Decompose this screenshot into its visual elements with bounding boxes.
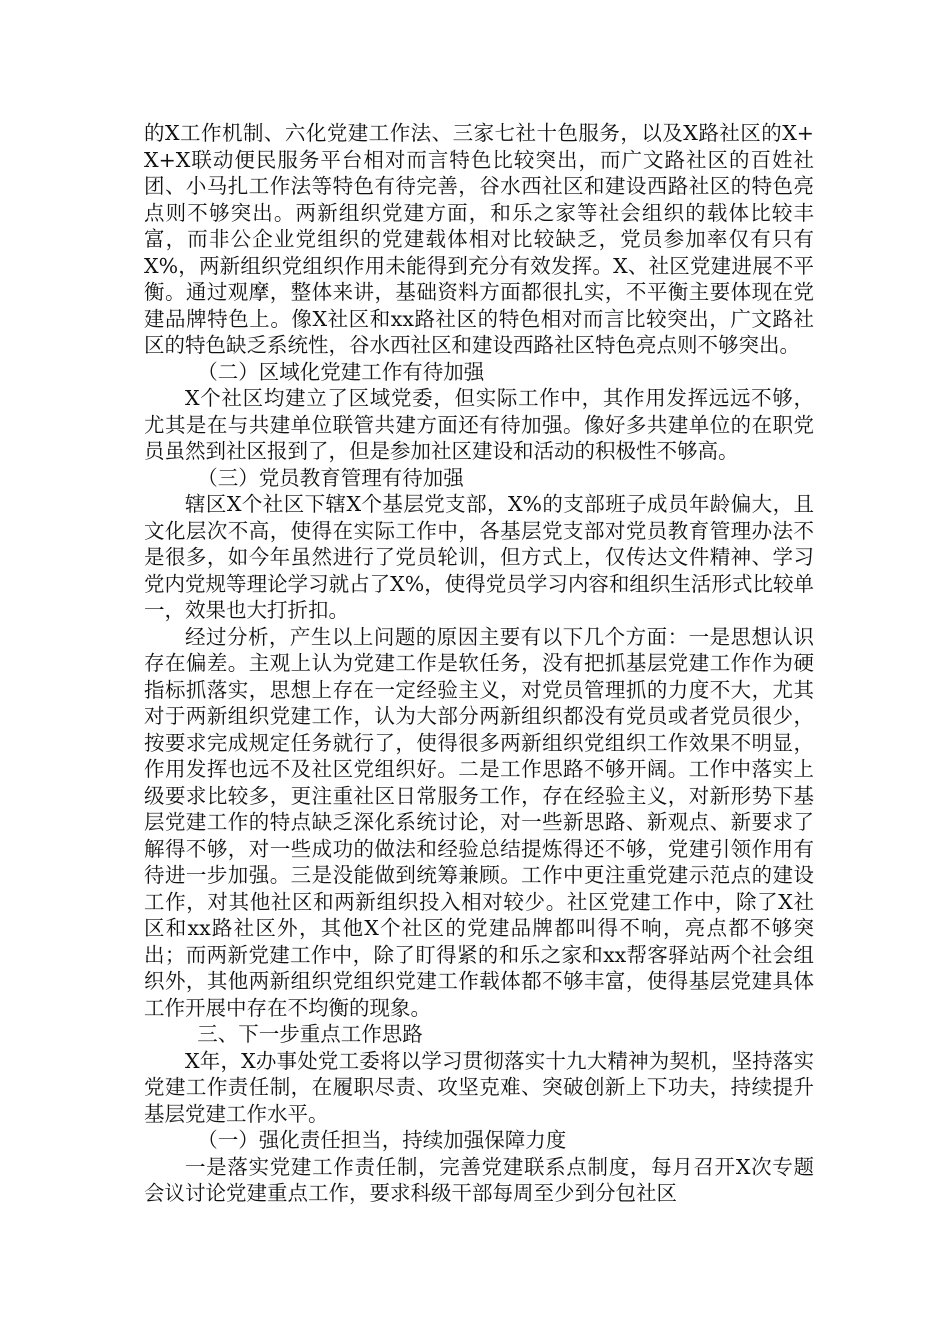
paragraph-cause-analysis: 经过分析，产生以上问题的原因主要有以下几个方面：一是思想认识存在偏差。主观上认为党建工作是软任务，没有把抓基层党建工作作为硬指标抓落实，思想上存在一定经验主义，对党员管理抓的力度不大，尤其对于两新组织党建工作，认为大部分两新组织都没有党员或者党员很少，按要求完成规定任务就行了，使得很多两新组织党组织工作效果不明显，作用发挥也远不及社区党组织好。二是工作思路不够开阔。工作中落实上级要求比较多，更注重社区日常服务工作，存在经验主义，对新形势下基层党建工作的特点缺乏深化系统讨论，对一些新思路、新观点、新要求了解得不够，对一些成功的做法和经验总结提炼得还不够，党建引领作用有待进一步加强。三是没能做到统筹兼顾。工作中更注重党建示范点的建设工作，对其他社区和两新组织投入相对较少。社区党建工作中，除了X社区和xx路社区外，其他X个社区的党建品牌都叫得不响，亮点都不够突出；而两新党建工作中，除了盯得紧的和乐之家和xx帮客驿站两个社会组织外，其他两新组织党组织党建工作载体都不够丰富，使得基层党建具体工作开展中存在不均衡的现象。 (144, 624, 814, 1020)
document-page (144, 120, 814, 1207)
paragraph-next-steps-intro: X年，X办事处党工委将以学习贯彻落实十九大精神为契机，坚持落实党建工作责任制，在履职尽责、攻坚克难、突破创新上下功夫，持续提升基层党建工作水平。 (144, 1048, 814, 1126)
section-heading-regional-party-building: （二）区域化党建工作有待加强 (197, 359, 485, 384)
paragraph-regional-party-building: X个社区均建立了区域党委，但实际工作中，其作用发挥远远不够，尤其是在与共建单位联管共建方面还有待加强。像好多共建单位的在职党员虽然到社区报到了，但是参加社区建设和活动的积极性不够高。 (144, 386, 814, 463)
section-heading-next-steps: 三、下一步重点工作思路 (197, 1022, 423, 1046)
paragraph-member-education: 辖区X个社区下辖X个基层党支部，X%的支部班子成员年龄偏大，且文化层次不高，使得在实际工作中，各基层党支部对党员教育管理办法不是很多，如今年虽然进行了党员轮训，但方式上，仅传达文件精神、学习党内党规等理论学习就占了X%，使得党员学习内容和组织生活形式比较单一，效果也大打折扣。 (144, 492, 814, 622)
paragraph-continued-text: 的X工作机制、六化党建工作法、三家七社十色服务，以及X路社区的X+X+X联动便民服务平台相对而言特色比较突出，而广文路社区的百姓社团、小马扎工作法等特色有待完善，谷水西社区和建设西路社区的特色亮点则不够突出。两新组织党建方面，和乐之家等社会组织的载体比较丰富，而非公企业党组织的党建载体相对比较缺乏，党员参加率仅有只有X%，两新组织党组织作用未能得到充分有效发挥。X、社区党建进展不平衡。通过观摩，整体来讲，基础资料方面都很扎实，不平衡主要体现在党建品牌特色上。像X社区和xx路社区的特色相对而言比较突出，广文路社区的特色缺乏系统性，谷水西社区和建设西路社区特色亮点则不够突出。 (144, 121, 814, 357)
paragraph-responsibility: 一是落实党建工作责任制，完善党建联系点制度，每月召开X次专题会议讨论党建重点工作，要求科级干部每周至少到分包社区 (144, 1154, 814, 1205)
section-heading-responsibility: （一）强化责任担当，持续加强保障力度 (197, 1128, 567, 1152)
section-heading-member-education: （三）党员教育管理有待加强 (197, 465, 464, 490)
